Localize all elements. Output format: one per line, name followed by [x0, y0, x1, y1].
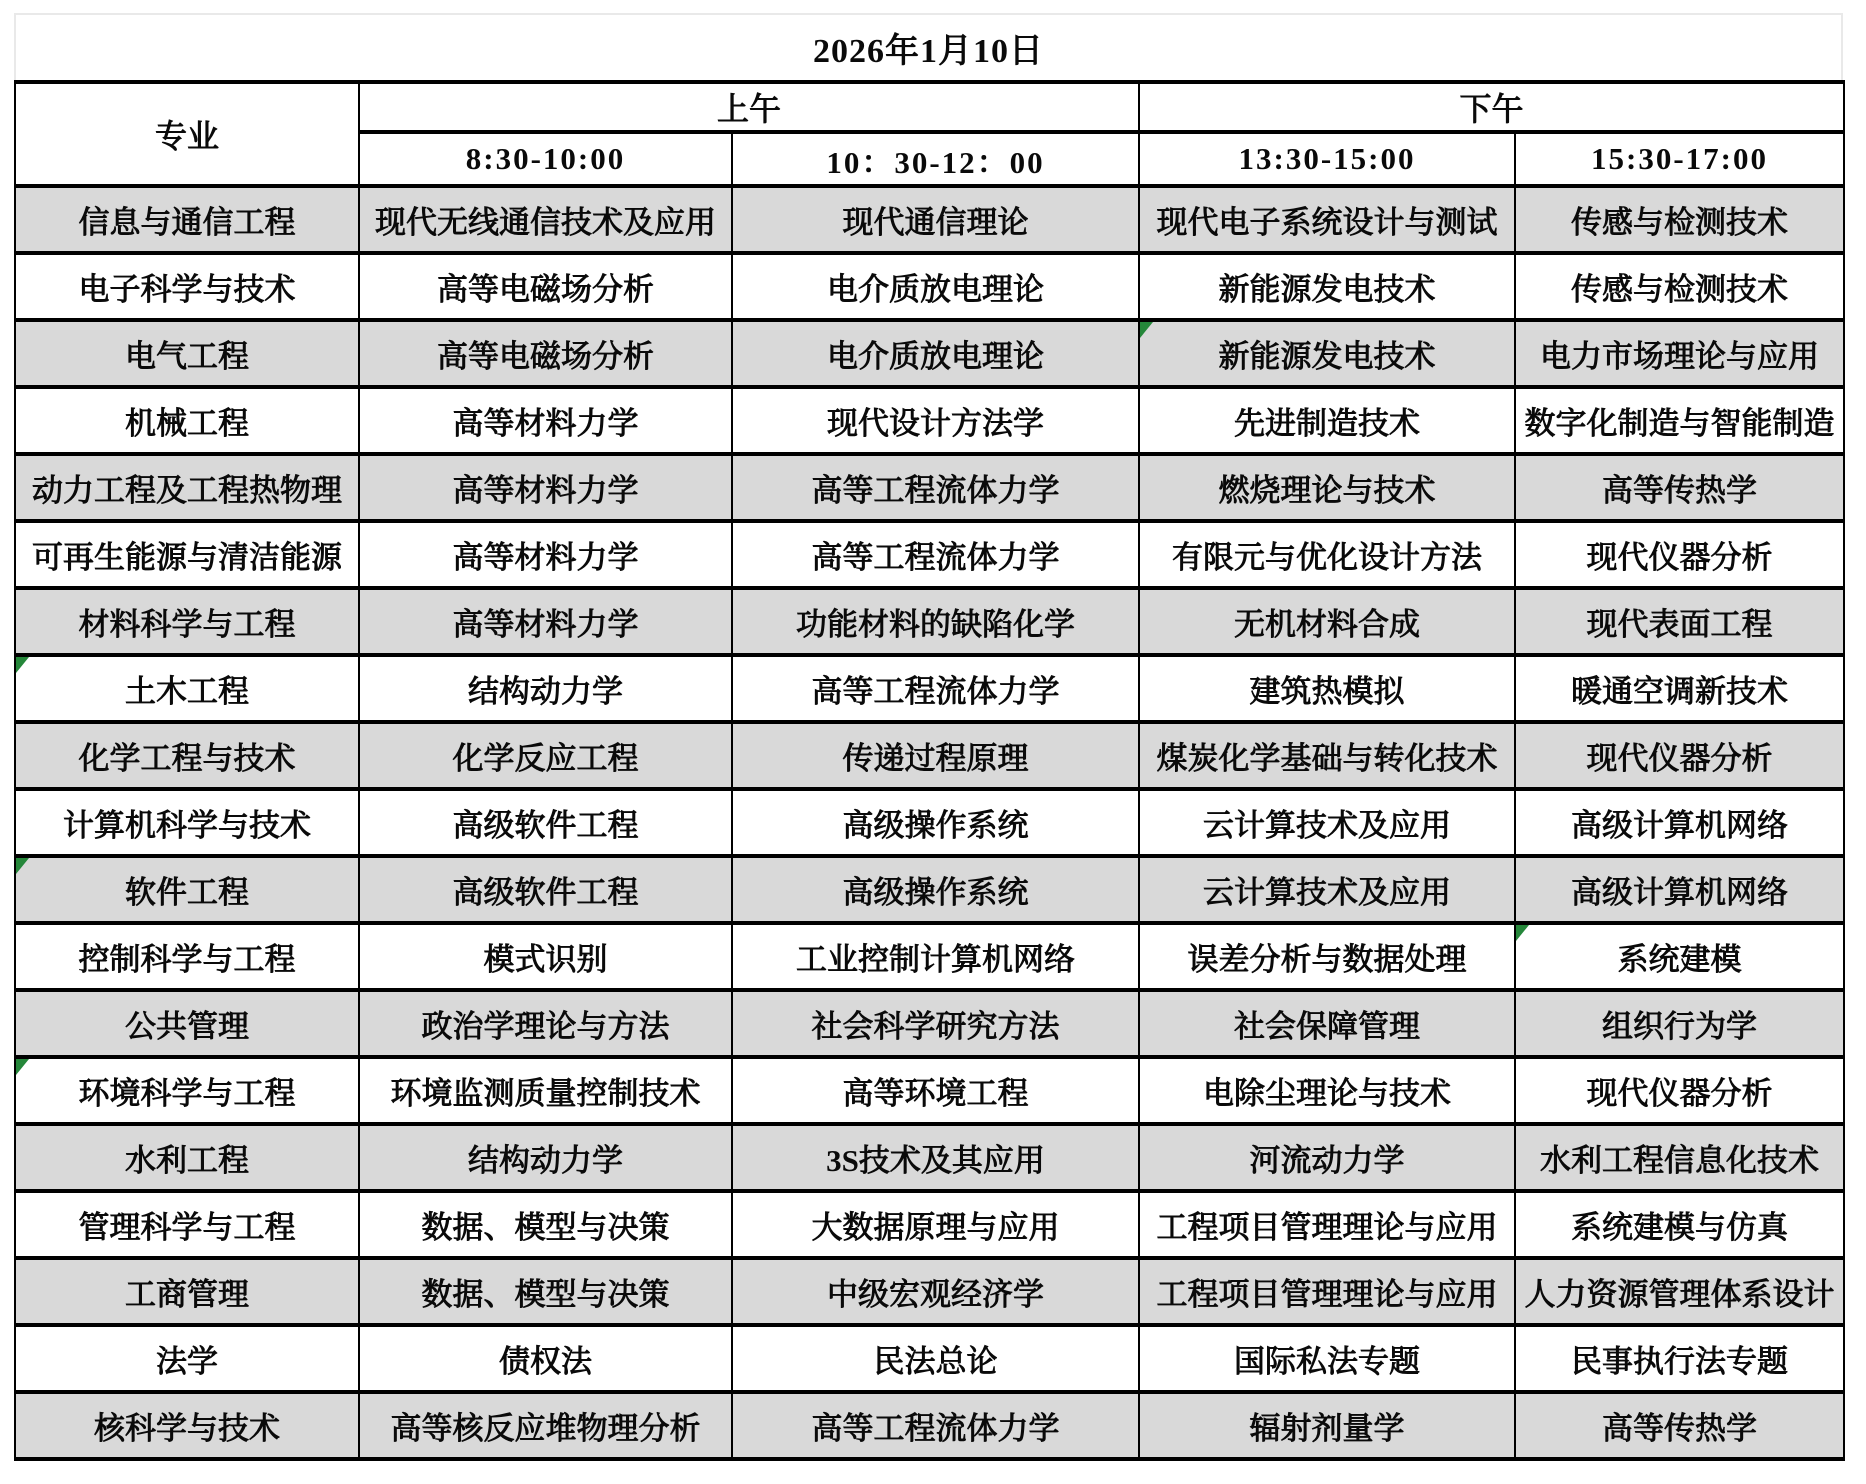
- course-cell: 工程项目管理理论与应用: [1139, 1191, 1515, 1258]
- header-afternoon: 下午: [1139, 82, 1844, 132]
- course-cell: 高等电磁场分析: [359, 253, 732, 320]
- course-cell: 现代无线通信技术及应用: [359, 186, 732, 253]
- major-cell: 环境科学与工程: [15, 1057, 359, 1124]
- course-cell: 有限元与优化设计方法: [1139, 521, 1515, 588]
- course-cell: 系统建模: [1515, 923, 1844, 990]
- course-cell: 现代设计方法学: [732, 387, 1139, 454]
- major-cell: 电子科学与技术: [15, 253, 359, 320]
- table-row: [15, 1392, 1844, 1459]
- course-cell: 大数据原理与应用: [732, 1191, 1139, 1258]
- course-cell: 电介质放电理论: [732, 253, 1139, 320]
- course-cell: 高等材料力学: [359, 454, 732, 521]
- major-cell: 控制科学与工程: [15, 923, 359, 990]
- course-cell: 云计算技术及应用: [1139, 856, 1515, 923]
- course-cell: 无机材料合成: [1139, 588, 1515, 655]
- course-cell: 民事执行法专题: [1515, 1325, 1844, 1392]
- course-cell: 传感与检测技术: [1515, 253, 1844, 320]
- course-cell: 现代仪器分析: [1515, 521, 1844, 588]
- major-cell: 管理科学与工程: [15, 1191, 359, 1258]
- major-cell: 土木工程: [15, 655, 359, 722]
- schedule-rows: [15, 186, 1844, 1459]
- course-cell: 社会保障管理: [1139, 990, 1515, 1057]
- course-cell: 高等工程流体力学: [732, 521, 1139, 588]
- course-cell: 现代电子系统设计与测试: [1139, 186, 1515, 253]
- course-cell: 社会科学研究方法: [732, 990, 1139, 1057]
- table-row: [15, 454, 1844, 521]
- course-cell: 数字化制造与智能制造: [1515, 387, 1844, 454]
- major-cell: 信息与通信工程: [15, 186, 359, 253]
- table-row: [15, 588, 1844, 655]
- course-cell: 高级操作系统: [732, 789, 1139, 856]
- header-major: 专业: [15, 82, 359, 186]
- course-cell: 新能源发电技术: [1139, 320, 1515, 387]
- course-cell: 高等环境工程: [732, 1057, 1139, 1124]
- table-row: [15, 521, 1844, 588]
- course-cell: 水利工程信息化技术: [1515, 1124, 1844, 1191]
- course-cell: 民法总论: [732, 1325, 1139, 1392]
- course-cell: 结构动力学: [359, 655, 732, 722]
- course-cell: 工程项目管理理论与应用: [1139, 1258, 1515, 1325]
- major-cell: 核科学与技术: [15, 1392, 359, 1459]
- course-cell: 高等核反应堆物理分析: [359, 1392, 732, 1459]
- course-cell: 高等传热学: [1515, 1392, 1844, 1459]
- course-cell: 高级计算机网络: [1515, 856, 1844, 923]
- course-cell: 高等材料力学: [359, 387, 732, 454]
- major-cell: 法学: [15, 1325, 359, 1392]
- major-cell: 水利工程: [15, 1124, 359, 1191]
- course-cell: 高等传热学: [1515, 454, 1844, 521]
- course-cell: 新能源发电技术: [1139, 253, 1515, 320]
- course-cell: 先进制造技术: [1139, 387, 1515, 454]
- course-cell: 高级操作系统: [732, 856, 1139, 923]
- table-row: [15, 1124, 1844, 1191]
- course-cell: 高级计算机网络: [1515, 789, 1844, 856]
- header-morning: 上午: [359, 82, 1139, 132]
- course-cell: 功能材料的缺陷化学: [732, 588, 1139, 655]
- course-cell: 高等电磁场分析: [359, 320, 732, 387]
- comment-indicator-triangle: [16, 657, 29, 673]
- table-row: [15, 387, 1844, 454]
- table-row: [15, 1057, 1844, 1124]
- table-row: [15, 789, 1844, 856]
- header-row-period: [15, 82, 1844, 132]
- header-timeslot-3: 13:30-15:00: [1139, 132, 1515, 186]
- header-timeslot-2: 10：30-12：00: [732, 132, 1139, 186]
- comment-indicator-triangle: [1516, 925, 1529, 941]
- course-cell: 工业控制计算机网络: [732, 923, 1139, 990]
- table-title: [14, 13, 1843, 80]
- major-cell: 公共管理: [15, 990, 359, 1057]
- course-cell: 辐射剂量学: [1139, 1392, 1515, 1459]
- table-row: [15, 1325, 1844, 1392]
- table-row: [15, 990, 1844, 1057]
- major-cell: 化学工程与技术: [15, 722, 359, 789]
- comment-indicator-triangle: [1140, 322, 1153, 338]
- course-cell: 燃烧理论与技术: [1139, 454, 1515, 521]
- course-cell: 高等工程流体力学: [732, 1392, 1139, 1459]
- course-cell: 电力市场理论与应用: [1515, 320, 1844, 387]
- table-row: [15, 253, 1844, 320]
- course-cell: 高级软件工程: [359, 856, 732, 923]
- table-row: [15, 186, 1844, 253]
- schedule-table: [14, 80, 1845, 1461]
- table-row: [15, 1258, 1844, 1325]
- major-cell: 机械工程: [15, 387, 359, 454]
- course-cell: 化学反应工程: [359, 722, 732, 789]
- course-cell: 现代仪器分析: [1515, 1057, 1844, 1124]
- major-cell: 动力工程及工程热物理: [15, 454, 359, 521]
- course-cell: 现代表面工程: [1515, 588, 1844, 655]
- course-cell: 现代通信理论: [732, 186, 1139, 253]
- course-cell: 3S技术及其应用: [732, 1124, 1139, 1191]
- major-cell: 计算机科学与技术: [15, 789, 359, 856]
- table-row: [15, 320, 1844, 387]
- course-cell: 中级宏观经济学: [732, 1258, 1139, 1325]
- course-cell: 煤炭化学基础与转化技术: [1139, 722, 1515, 789]
- course-cell: 高等材料力学: [359, 588, 732, 655]
- table-title-text: 2026年1月10日: [813, 33, 1044, 70]
- course-cell: 高等材料力学: [359, 521, 732, 588]
- course-cell: 高级软件工程: [359, 789, 732, 856]
- major-cell: 材料科学与工程: [15, 588, 359, 655]
- course-cell: 传递过程原理: [732, 722, 1139, 789]
- course-cell: 电除尘理论与技术: [1139, 1057, 1515, 1124]
- table-row: [15, 1191, 1844, 1258]
- course-cell: 模式识别: [359, 923, 732, 990]
- course-cell: 债权法: [359, 1325, 732, 1392]
- major-cell: 工商管理: [15, 1258, 359, 1325]
- course-cell: 环境监测质量控制技术: [359, 1057, 732, 1124]
- course-cell: 电介质放电理论: [732, 320, 1139, 387]
- major-cell: 可再生能源与清洁能源: [15, 521, 359, 588]
- table-row: [15, 923, 1844, 990]
- exam-schedule-sheet: [14, 13, 1843, 1461]
- course-cell: 国际私法专题: [1139, 1325, 1515, 1392]
- course-cell: 河流动力学: [1139, 1124, 1515, 1191]
- table-row: [15, 856, 1844, 923]
- table-row: [15, 722, 1844, 789]
- header-timeslot-4: 15:30-17:00: [1515, 132, 1844, 186]
- course-cell: 现代仪器分析: [1515, 722, 1844, 789]
- course-cell: 组织行为学: [1515, 990, 1844, 1057]
- course-cell: 传感与检测技术: [1515, 186, 1844, 253]
- major-cell: 电气工程: [15, 320, 359, 387]
- comment-indicator-triangle: [16, 858, 29, 874]
- comment-indicator-triangle: [16, 1059, 29, 1075]
- major-cell: 软件工程: [15, 856, 359, 923]
- course-cell: 暖通空调新技术: [1515, 655, 1844, 722]
- course-cell: 结构动力学: [359, 1124, 732, 1191]
- course-cell: 数据、模型与决策: [359, 1258, 732, 1325]
- course-cell: 建筑热模拟: [1139, 655, 1515, 722]
- course-cell: 政治学理论与方法: [359, 990, 732, 1057]
- header-timeslot-1: 8:30-10:00: [359, 132, 732, 186]
- course-cell: 云计算技术及应用: [1139, 789, 1515, 856]
- table-row: [15, 655, 1844, 722]
- course-cell: 高等工程流体力学: [732, 655, 1139, 722]
- course-cell: 人力资源管理体系设计: [1515, 1258, 1844, 1325]
- course-cell: 高等工程流体力学: [732, 454, 1139, 521]
- course-cell: 数据、模型与决策: [359, 1191, 732, 1258]
- course-cell: 误差分析与数据处理: [1139, 923, 1515, 990]
- course-cell: 系统建模与仿真: [1515, 1191, 1844, 1258]
